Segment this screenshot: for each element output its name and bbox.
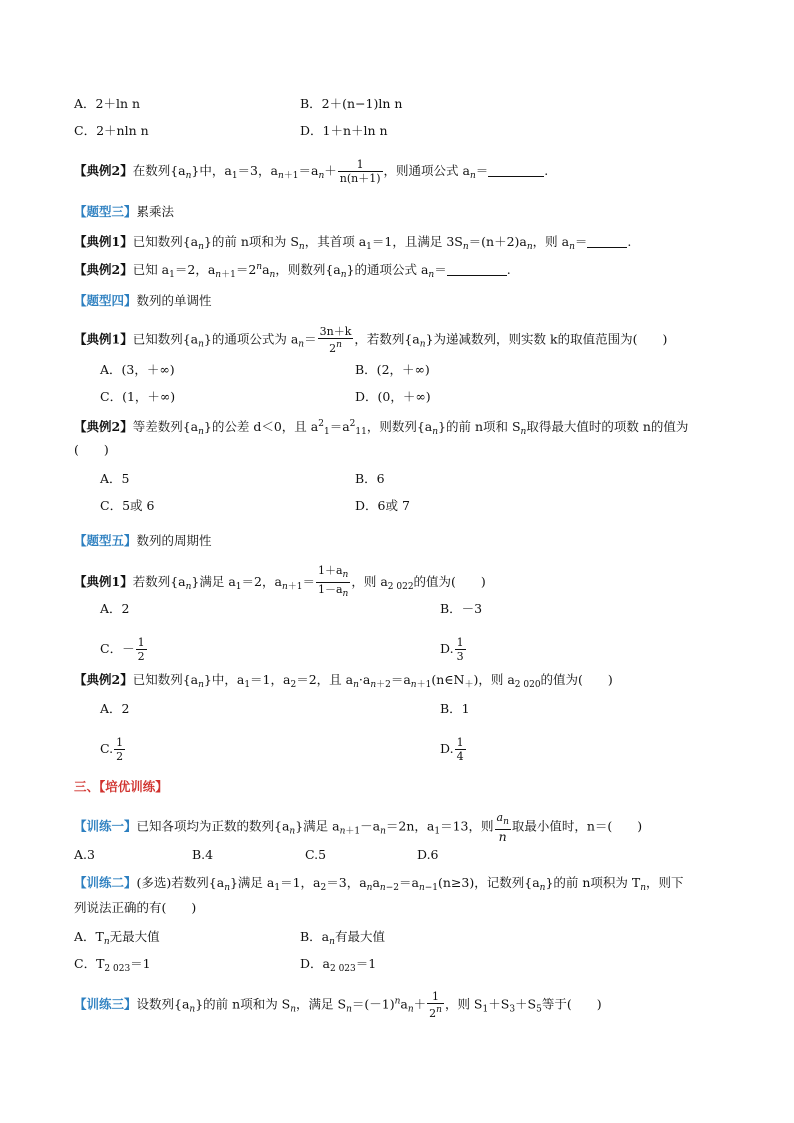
fraction: $\frac{1}{2^n}$ — [429, 990, 442, 1020]
option-b: B．1 — [440, 701, 470, 716]
training-3: 【训练三】设数列$\{a_n\}$的前 n项和为 $S_n$，满足 $S_n=(-1)^na_n+$ $\frac{1}{2^n}$ ，则 $S_1+S_3+S_5$等于( ) — [74, 990, 602, 1020]
type-3-heading: 【题型三】累乘法 — [74, 204, 175, 219]
type-4-example-1: 【典例1】已知数列$\{a_n\}$的通项公式为 $a_n=$ $\frac{3n+k}{2^n}$ ，若数列$\{a_n\}$为递减数列，则实数 k的取值范围为( ) — [74, 325, 668, 355]
option-c: C. $\frac{1}{2}$ — [100, 736, 124, 763]
example-2-recursion: 【典例2】在数列$\{a_n\}$中，$a_1=3$，$a_{n+1}=a_n+$ $\frac{1}{n(n+1)}$ ，则通项公式 $a_n=$ . — [74, 158, 549, 185]
option-b: B．6 — [355, 471, 385, 486]
training-2: 【训练二】(多选)若数列$\{a_n\}$满足 $a_1=1$，$a_2=3$，$a_na_{n-2}=a_{n-1}(n\ge 3)$，记数列$\{a_n\}$的前 n项积为 $T_n$，则下 — [74, 875, 684, 893]
option-b: B．$a_n$有最大值 — [300, 929, 385, 947]
type-4-example-2-cont: ( ) — [74, 442, 109, 457]
option-a: A．(3，＋∞) — [100, 362, 175, 377]
option-c: C．－ $\frac{1}{2}$ — [100, 636, 145, 663]
type-5-example-1: 【典例1】若数列$\{a_n\}$满足 $a_1=2$，$a_{n+1}=$ $\frac{1+a_n}{1-a_n}$ ，则 $a_{2 022}$的值为( ) — [74, 564, 486, 599]
option-d: D．1＋n＋ln n — [300, 123, 388, 138]
answer-blank — [488, 164, 544, 177]
section-3-heading: 三、【培优训练】 — [74, 779, 168, 794]
type-5-example-2: 【典例2】已知数列$\{a_n\}$中，$a_1=1$，$a_2=2$，且 $a_n\cdot a_{n+2}=a_{n+1}(n\in N_+)$，则 $a_{2 020}$的值为( ) — [74, 672, 613, 690]
option-a: A．2 — [100, 601, 130, 616]
option-c: C．$T_{2 023}=1$ — [74, 956, 151, 974]
training-2-cont: 列说法正确的有( ) — [74, 900, 197, 915]
fraction: $\frac{1}{2}$ — [137, 636, 145, 663]
option-b: B．(2，＋∞) — [355, 362, 430, 377]
answer-blank — [587, 235, 627, 248]
option-d: D．(0，＋∞) — [355, 389, 431, 404]
option-c: C.5 — [305, 847, 327, 862]
option-d: D.6 — [417, 847, 439, 862]
option-a: A．2 — [100, 701, 130, 716]
type-4-example-2: 【典例2】等差数列$\{a_n\}$的公差 d＜0，且 $a^2_1=a^2_{11}$，则数列$\{a_n\}$的前 n项和 $S_n$取得最大值时的项数 n的值为 — [74, 419, 689, 437]
training-1: 【训练一】已知各项均为正数的数列$\{a_n\}$满足 $a_{n+1}-a_n=2n$，$a_1=13$，则 $\frac{a_n}{n}$取最小值时，n＝( ) — [74, 811, 643, 844]
option-b: B．－3 — [440, 601, 483, 616]
fraction: $\frac{1}{4}$ — [456, 736, 464, 763]
option-d: D．6或 7 — [355, 498, 410, 513]
type-3-example-1: 【典例1】已知数列$\{a_n\}$的前 n项和为 $S_n$，其首项 $a_1=1$，且满足 $3S_n=(n+2)a_n$，则 $a_n=$ . — [74, 234, 632, 252]
option-d: D. $\frac{1}{4}$ — [440, 736, 464, 763]
option-d: D．$a_{2 023}=1$ — [300, 956, 377, 974]
option-b: B.4 — [192, 847, 214, 862]
option-d: D. $\frac{1}{3}$ — [440, 636, 464, 663]
option-c: C．(1，＋∞) — [100, 389, 176, 404]
option-a: A．2＋ln n — [74, 96, 141, 111]
option-a: A．5 — [100, 471, 130, 486]
fraction: $\frac{1}{n(n+1)}$ — [339, 158, 381, 185]
option-c: C．5或 6 — [100, 498, 155, 513]
fraction: $\frac{a_n}{n}$ — [496, 811, 509, 844]
fraction: $\frac{1}{2}$ — [116, 736, 124, 763]
option-a: A.3 — [74, 847, 95, 862]
fraction: $\frac{1}{3}$ — [456, 636, 464, 663]
option-a: A．$T_n$无最大值 — [74, 929, 160, 947]
fraction: $\frac{1+a_n}{1-a_n}$ — [317, 564, 349, 599]
fraction: $\frac{3n+k}{2^n}$ — [319, 325, 352, 355]
option-b: B．2＋(n−1)ln n — [300, 96, 403, 111]
type-5-heading: 【题型五】数列的周期性 — [74, 533, 212, 548]
option-c: C．2＋nln n — [74, 123, 149, 138]
answer-blank — [447, 263, 507, 276]
type-4-heading: 【题型四】数列的单调性 — [74, 293, 212, 308]
type-3-example-2: 【典例2】已知 $a_1=2$，$a_{n+1}=2^na_n$，则数列$\{a_n\}$的通项公式 $a_n=$ . — [74, 262, 511, 280]
